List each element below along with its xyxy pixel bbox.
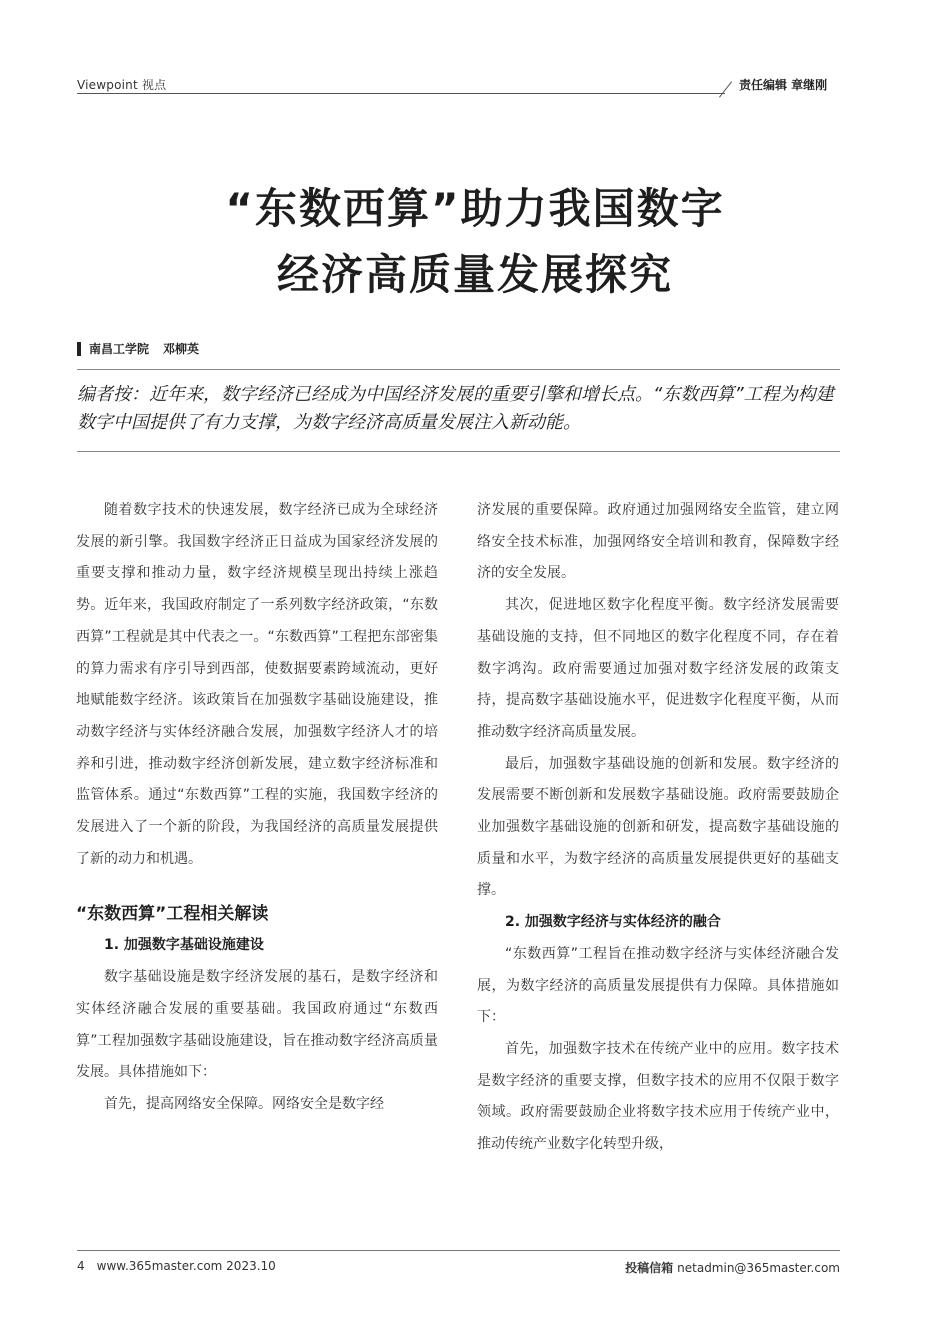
subsection-1-heading: 1. 加强数字基础设施建设	[104, 937, 264, 954]
footer-right	[625, 1259, 840, 1276]
article-title-line-1: “东数西算”助力我国数字	[225, 184, 725, 233]
subsection-2-heading: 2. 加强数字经济与实体经济的融合	[505, 914, 721, 931]
site-and-issue: www.365master.com 2023.10	[96, 1259, 276, 1273]
subsection-2-paragraph-2: 首先，加强数字技术在传统产业中的应用。数字技术是数字经济的重要支撑，但数字技术的应用不仅限于数字领域。政府需要鼓励企业将数字技术应用于传统产业中，推动传统产业数字化转型升级，	[477, 1040, 839, 1153]
abstract-bottom-rule	[77, 451, 840, 452]
submission-email: netadmin@365master.com	[677, 1261, 840, 1275]
abstract-top-rule	[77, 369, 840, 370]
paragraph-regional-balance: 其次，促进地区数字化程度平衡。数字经济发展需要基础设施的支持，但不同地区的数字化程度不同，存在着数字鸿沟。政府需要通过加强对数字经济发展的政策支持，提高数字基础设施水平，促进数字化程度平衡，从而推动数字经济高质量发展。	[477, 597, 839, 740]
subsection-2-paragraph-1: “东数西算”工程旨在推动数字经济与实体经济融合发展，为数字经济的高质量发展提供有力保障。具体措施如下：	[477, 945, 839, 1026]
author-byline	[77, 340, 199, 357]
subsection-1-paragraph-2-start: 首先，提高网络安全保障。网络安全是数字经	[104, 1095, 384, 1112]
intro-paragraph: 随着数字技术的快速发展，数字经济已成为全球经济发展的新引擎。我国数字经济正日益成为国家经济发展的重要支撑和推动力量，数字经济规模呈现出持续上涨趋势。近年来，我国政府制定了一系列数字经济政策，“东数西算”工程就是其中代表之一。“东数西算”工程把东部密集的算力需求有序引导到西部，使数据要素跨域流动，更好地赋能数字经济。该政策旨在加强数字基础设施建设，推动数字经济与实体经济融合发展，加强数字经济人才的培养和引进，推动数字经济创新发展，建立数字经济标准和监管体系。通过“东数西算”工程的实施，我国数字经济的发展进入了一个新的阶段，为我国经济的高质量发展提供了新的动力和机遇。	[76, 502, 438, 867]
header-section-label: Viewpoint 视点	[77, 78, 167, 92]
article-title-line-2: 经济高质量发展探究	[276, 250, 673, 299]
editor-note-abstract: 编者按：近年来，数字经济已经成为中国经济发展的重要引擎和增长点。“东数西算”工程为构建数字中国提供了有力支撑，为数字经济高质量发展注入新动能。	[77, 384, 834, 433]
paragraph-continuation: 济发展的重要保障。政府通过加强网络安全监管，建立网络安全技术标准，加强网络安全培训和教育，保障数字经济的安全发展。	[477, 502, 839, 582]
left-column	[76, 495, 438, 1121]
header-slash-divider	[719, 81, 732, 97]
header-rule	[77, 93, 725, 94]
header-editor: 责任编辑 章继刚	[739, 78, 828, 92]
section-heading: “东数西算”工程相关解读	[76, 904, 269, 925]
subsection-1-paragraph-1: 数字基础设施是数字经济发展的基石，是数字经济和实体经济融合发展的重要基础。我国政府通过“东数西算”工程加强数字基础设施建设，旨在推动数字经济高质量发展。具体措施如下：	[76, 969, 438, 1081]
right-column	[477, 495, 839, 1161]
paragraph-innovation: 最后，加强数字基础设施的创新和发展。数字经济的发展需要不断创新和发展数字基础设施。政府需要鼓励企业加强数字基础设施的创新和研发，提高数字基础设施的质量和水平，为数字经济的高质量发展提供更好的基础支撑。	[477, 755, 839, 899]
mailbox-label: 投稿信箱	[625, 1261, 674, 1275]
author-bar-marker	[77, 342, 81, 356]
footer-rule	[77, 1250, 840, 1251]
author-affiliation: 南昌工学院	[89, 342, 150, 356]
footer-left	[77, 1259, 276, 1273]
page-number: 4	[77, 1259, 85, 1273]
author-name: 邓柳英	[163, 342, 200, 356]
